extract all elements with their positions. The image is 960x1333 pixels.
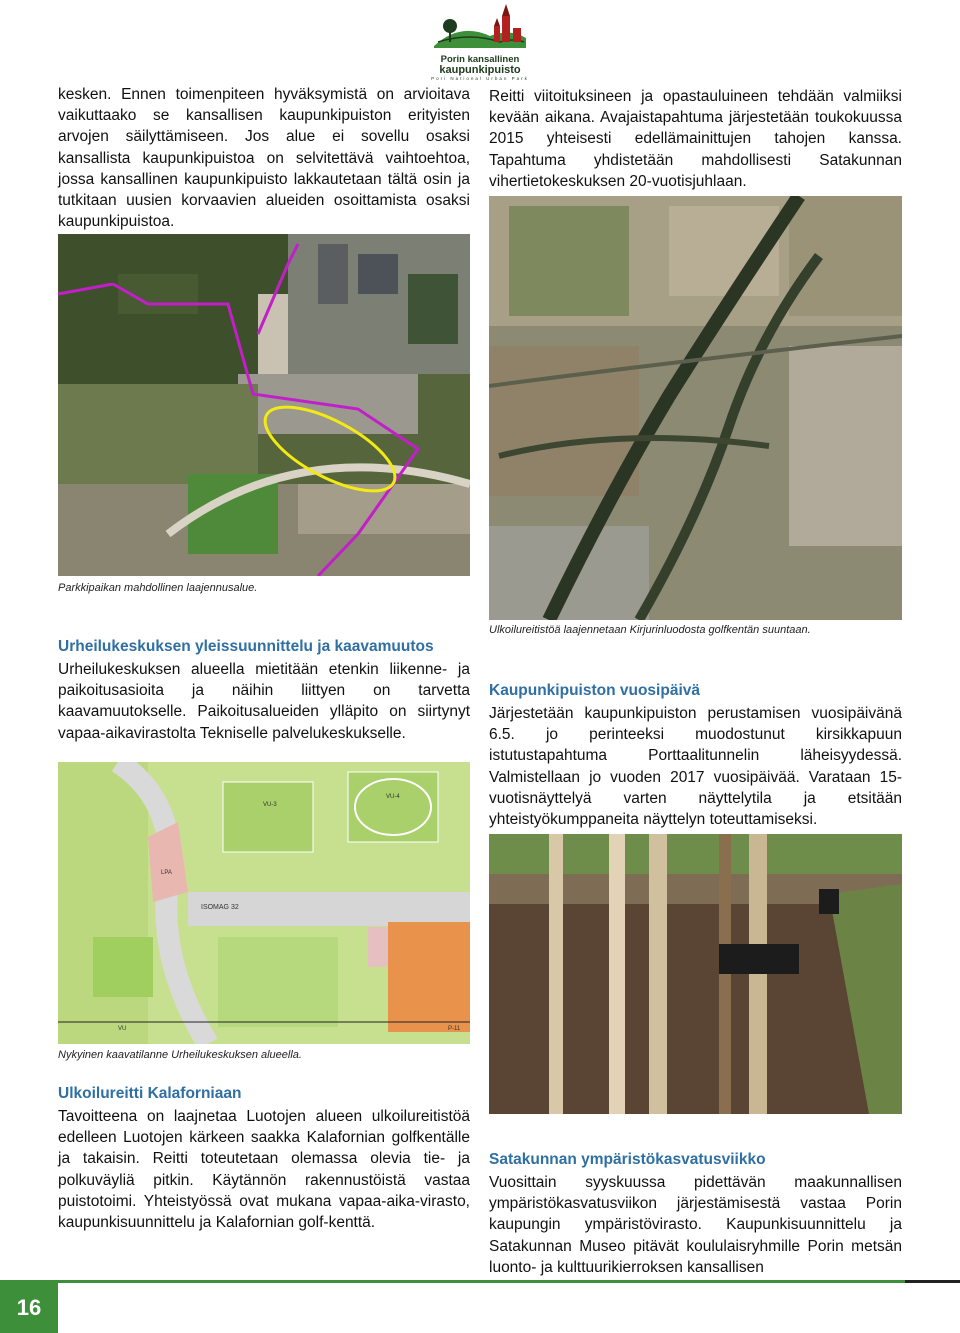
- paragraph-environment-week: Vuosittain syyskuussa pidettävän maakunnallisen ympäristökasvatusviikon järjestämisestä vastaa Porin kaupungin ympäristövirasto. Kaupunkisuunnittelu ja Satakunnan Museo pitävät koululaisryhmille Porin metsän luonto- ja kulttuurikierroksen kansallisen: [489, 1174, 902, 1276]
- map-label-p11: P-11: [448, 1026, 461, 1032]
- paragraph-anniversary: Järjestetään kaupunkipuiston perustamisen vuosipäivänä 6.5. jo perinteeksi muodostunut kirsikkapuun istutustapahtuma Porttaalitunnelin läheisyydessä. Valmistellaan jo vuoden 2017 vuosipäivää. Varataan 15-vuotisnäyttelyä varten näyttelytila ja etsitään yhteistyökumppaneita näyttelyn toteuttamiseksi.: [489, 705, 902, 829]
- page-number: 16: [16, 1295, 42, 1320]
- heading-environment-week: Satakunnan ympäristökasvatusviikko: [489, 1151, 766, 1168]
- aerial-photo-parking: [58, 234, 470, 576]
- paragraph-sports-center: Urheilukeskuksen alueella mietitään etenkin liikenne- ja paikoitusasioita ja näihin liittyen on tarvetta kaavamuutokselle. Paikoitusalueiden ylläpito on siirtynyt vapaa-aikavirastolta Tekniselle palvelukeskukselle.: [58, 661, 470, 742]
- heading-sports-center: Urheilukeskuksen yleissuunnittelu ja kaavamuutos: [58, 638, 434, 655]
- logo-line3: Pori National Urban Park: [431, 76, 529, 81]
- right-intro-paragraph: Reitti viitoituksineen ja opastauluineen tehdään valmiiksi kevään aikana. Avajaistapahtuma järjestetään toukokuussa 2015 yhteisesti edellämainittujen tahojen kanssa. Tapahtuma yhdistetään mahdollisesti Satakunnan vihertietokeskuksen 20-vuotisjuhlaan.: [489, 88, 902, 190]
- left-intro-paragraph: kesken. Ennen toimenpiteen hyväksymistä on arvioitava vaikuttaako se kansallisen kaupunkipuiston erityisten arvojen säilyttämiseen. Jos alue ei sovellu osaksi kansallista kaupunkipuistoa on selvitettävä vaihtoehtoa, jossa kansallinen kaupunkipuisto lakkautetaan tältä osin ja tutkitaan uusien korvaavien alueiden osoittamista osaksi kaupunkipuistoa.: [58, 86, 470, 231]
- paragraph-outdoor-route: Tavoitteena on laajnetaa Luotojen alueen ulkoilureitistöä edelleen Luotojen kärkeen saakka Kalafornian golfkentälle ja takaisin. Reitti toteutetaan olemassa olevia tie- ja polkuväyliä pitkin. Käytännön rakennustöistä vastaa puistotoimi. Yhteistyössä ovat mukana vapaa-aika-virasto, kaupunkisuunnittelu ja Kalafornian golf-kenttä.: [58, 1108, 470, 1232]
- caption-route: Ulkoilureitistöä laajennetaan Kirjurinluodosta golfkentän suuntaan.: [489, 624, 811, 636]
- tree-planting-photo: [489, 834, 902, 1114]
- park-logo: [430, 2, 530, 82]
- zoning-map: [58, 762, 470, 1044]
- heading-anniversary: Kaupunkipuiston vuosipäivä: [489, 682, 700, 699]
- caption-zoning: Nykyinen kaavatilanne Urheilukeskuksen alueella.: [58, 1049, 302, 1061]
- heading-outdoor-route: Ulkoilureitti Kalaforniaan: [58, 1085, 242, 1102]
- map-label-vu: VU: [118, 1026, 127, 1032]
- map-label-vu4: VU-4: [386, 794, 400, 800]
- footer-right-rule: [905, 1280, 960, 1283]
- church-skyline-icon: [430, 2, 530, 50]
- caption-parking: Parkkipaikan mahdollinen laajennusalue.: [58, 582, 258, 594]
- map-label-isomag: ISOMAG 32: [201, 904, 239, 911]
- map-label-vu3: VU-3: [263, 802, 277, 808]
- logo-line2: kaupunkipuisto: [439, 64, 521, 76]
- map-label-lpa: LPA: [161, 870, 172, 876]
- aerial-photo-route: [489, 196, 902, 620]
- footer-rule: [58, 1280, 960, 1283]
- logo-line1: Porin kansallinen: [440, 54, 520, 65]
